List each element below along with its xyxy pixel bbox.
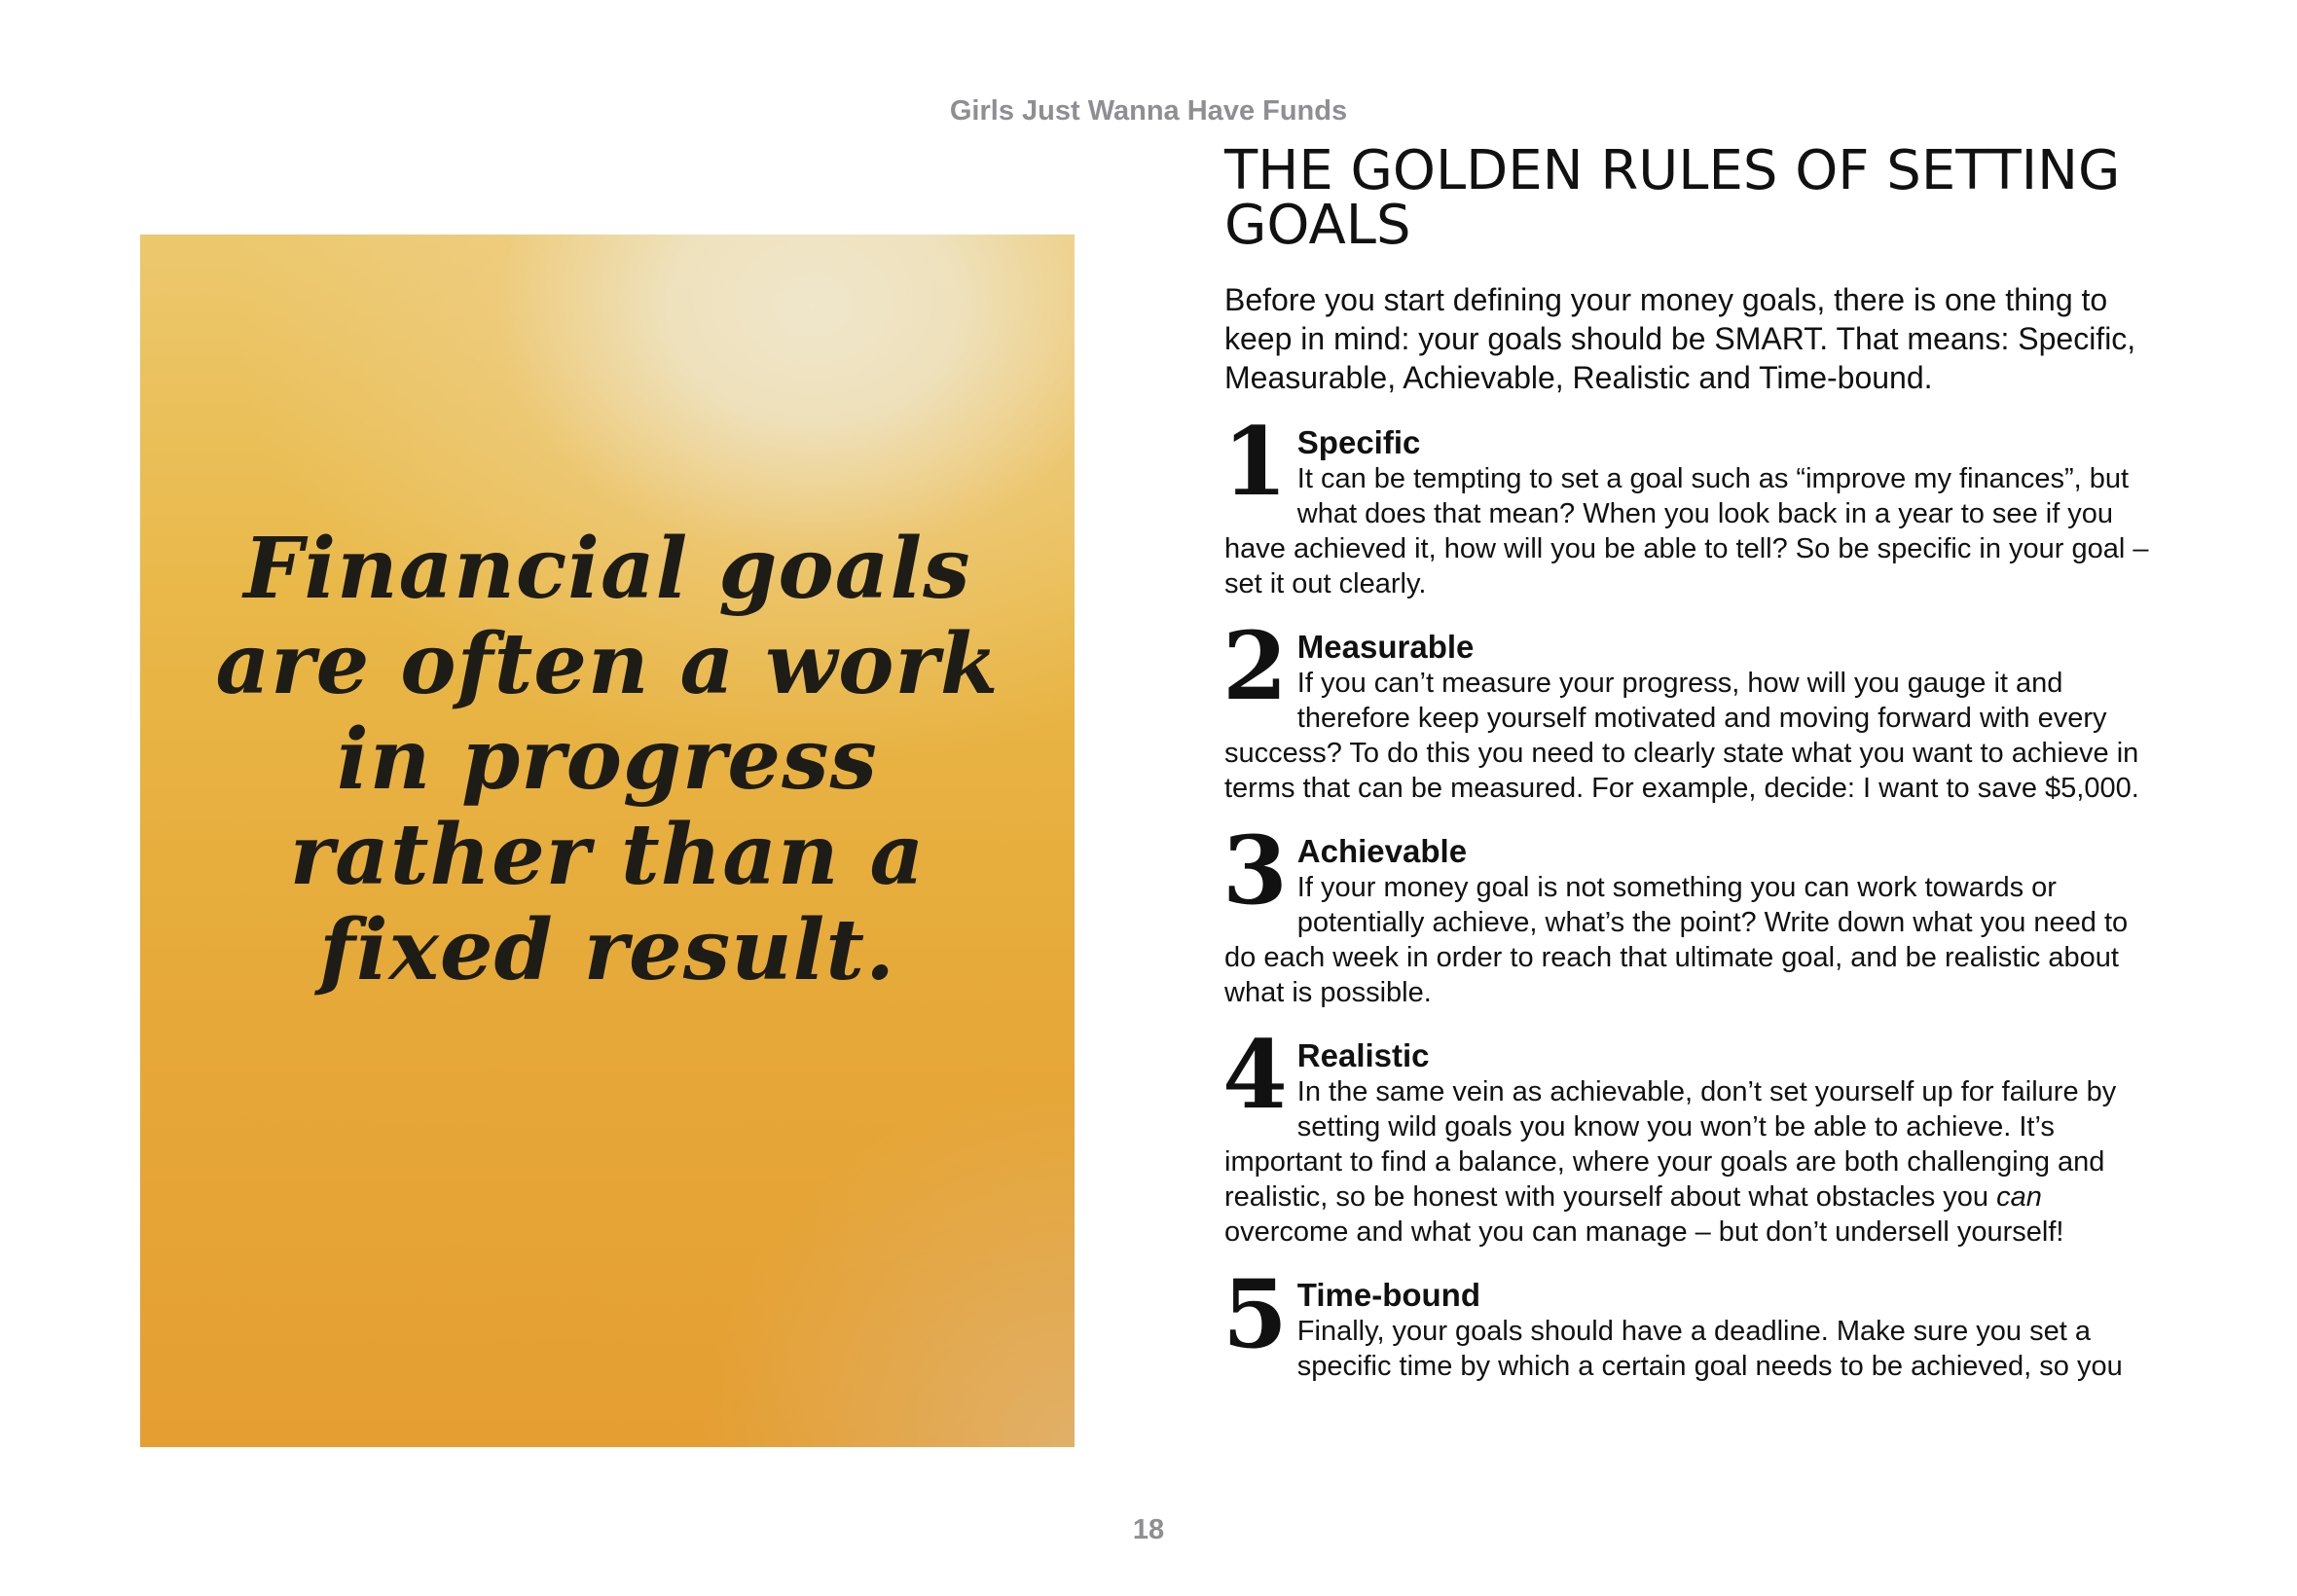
- quote-panel: [140, 235, 1075, 1447]
- rule-number: 3: [1222, 816, 1288, 925]
- rule-title: Realistic: [1296, 1037, 1430, 1073]
- pull-quote: Financial goals are often a work in progress rather than a fixed result.: [215, 520, 1000, 999]
- article-content: [1222, 139, 2149, 1384]
- rule-title: Time-bound: [1296, 1277, 1480, 1313]
- rule-item: [1222, 407, 2149, 601]
- rule-item: [1222, 816, 2149, 1010]
- intro-paragraph: Before you start defining your money goals, there is one thing to keep in mind: your goals should be SMART. That means: Specific, Measurable, Achievable, Realistic and Time-bound.: [1224, 282, 2136, 395]
- rule-title: Achievable: [1296, 833, 1468, 869]
- rule-number: 5: [1222, 1259, 1288, 1369]
- rule-item: [1222, 1259, 2149, 1384]
- rule-number: 2: [1222, 611, 1288, 721]
- rule-body: [1224, 1076, 2116, 1248]
- rule-body: Finally, your goals should have a deadline. Make sure you set a specific time by which a certain goal needs to be achieved, so you: [1296, 1316, 2123, 1382]
- section-heading: THE GOLDEN RULES OF SETTING GOALS: [1224, 139, 2121, 257]
- page-number: 18: [1132, 1514, 1165, 1545]
- rule-title: Measurable: [1296, 629, 1475, 665]
- rule-body: If your money goal is not something you can work towards or potentially achieve, what’s the point? Write down what you need to do each week in order to reach that ultimate goal, and be realistic about what is possible.: [1224, 872, 2129, 1008]
- rule-item: [1222, 611, 2149, 806]
- rule-body-text: overcome and what you can manage – but don’t undersell yourself!: [1224, 1216, 2064, 1248]
- rule-body: If you can’t measure your progress, how will you gauge it and therefore keep yourself motivated and moving forward with every success? To do this you need to clearly state what you want to achieve in terms that can be measured. For example, decide: I want to save $5,000.: [1224, 668, 2139, 804]
- rule-number: 1: [1222, 407, 1288, 517]
- rule-title: Specific: [1296, 424, 1421, 460]
- rule-body: It can be tempting to set a goal such as “improve my finances”, but what does that mean? When you look back in a year to see if you have achieved it, how will you be able to tell? So be specific in your goal – set it out clearly.: [1224, 463, 2149, 599]
- rule-body-emphasis: can: [1996, 1181, 2042, 1213]
- rule-item: [1222, 1020, 2149, 1250]
- book-title: Girls Just Wanna Have Funds: [949, 95, 1348, 127]
- rule-body-text: In the same vein as achievable, don’t set yourself up for failure by setting wild goals you know you won’t be able to achieve. It’s important to find a balance, where your goals are both challenging and realistic, so be honest with yourself about what obstacles you: [1224, 1076, 2117, 1213]
- rule-number: 4: [1222, 1020, 1288, 1130]
